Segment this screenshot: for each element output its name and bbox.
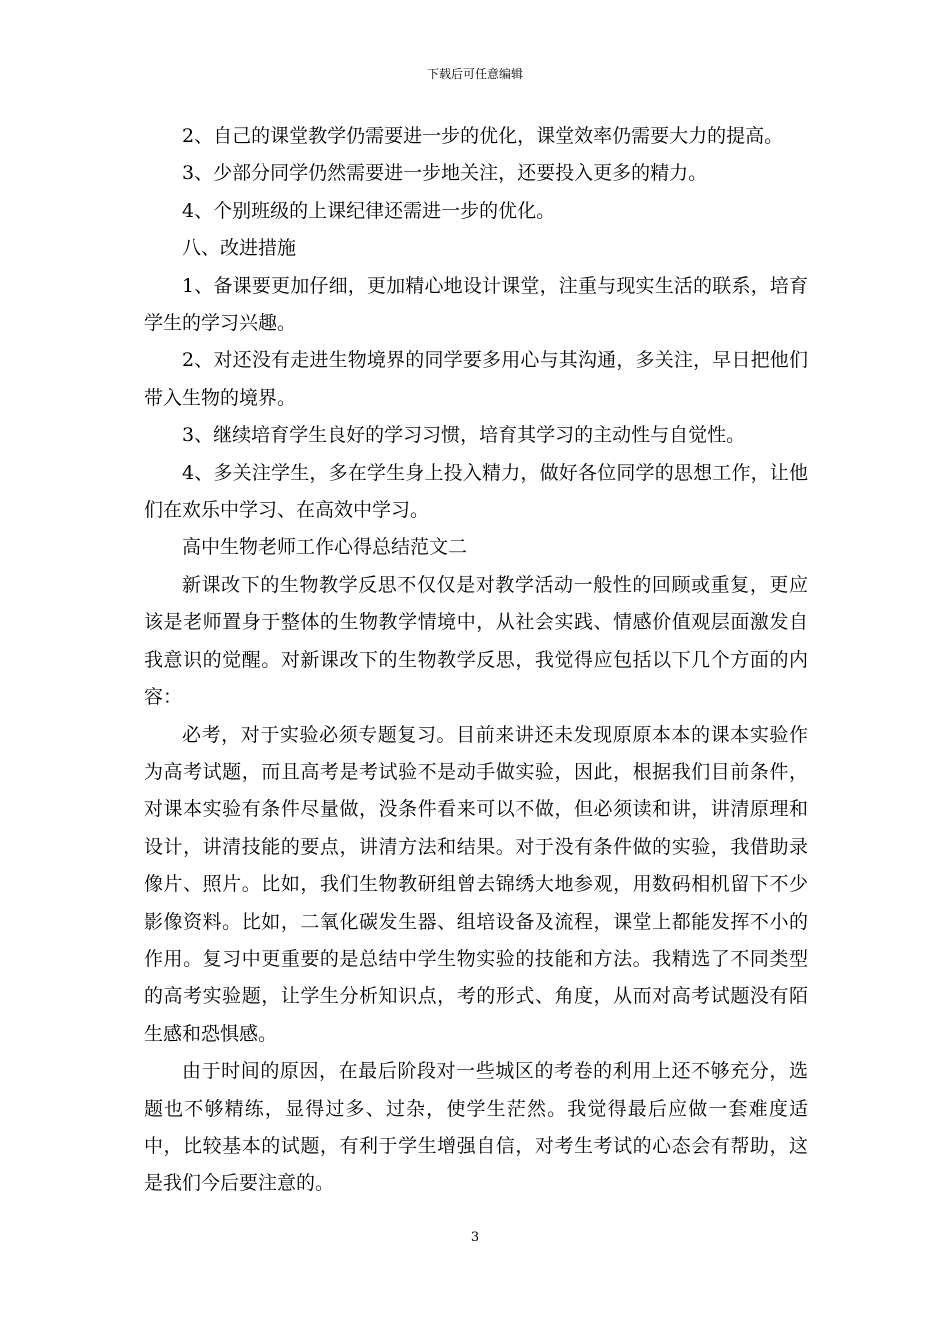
page-number: 3 <box>470 1230 480 1245</box>
body-paragraph: 必考，对于实验必须专题复习。目前来讲还未发现原原本本的课本实验作为高考试题，而且高考是考试验不是动手做实验，因此，根据我们目前条件，对课本实验有条件尽量做，没条件看来可以不做，但必须读和讲，讲清原理和设计，讲清技能的要点，讲清方法和结果。对于没有条件做的实验，我借助录像片、照片。比如，我们生物教研组曾去锦绣大地参观，用数码相机留下不少影像资料。比如，二氧化碳发生器、组培设备及流程，课堂上都能发挥不小的作用。复习中更重要的是总结中学生物实验的技能和方法。我精选了不同类型的高考实验题，让学生分析知识点，考的形式、角度，从而对高考试题没有陌生感和恐惧感。 <box>144 723 808 1045</box>
measure-item-1: 1、备课要更加仔细，更加精心地设计课堂，注重与现实生活的联系，培育学生的学习兴趣。 <box>144 274 808 335</box>
measure-item-3: 3、继续培育学生良好的学习习惯，培育其学习的主动性与自觉性。 <box>182 424 746 447</box>
measure-item-4: 4、多关注学生，多在学生身上投入精力，做好各位同学的思想工作，让他们在欢乐中学习、在高效中学习。 <box>144 461 808 522</box>
list-item-4: 4、个别班级的上课纪律还需进一步的优化。 <box>182 199 556 222</box>
page-header: 下载后可任意编辑 <box>426 67 523 81</box>
list-item-2: 2、自己的课堂教学仍需要进一步的优化，课堂效率仍需要大力的提高。 <box>182 125 784 147</box>
document-body <box>144 118 808 1203</box>
measure-item-2: 2、对还没有走进生物境界的同学要多用心与其沟通，多关注，早日把他们带入生物的境界。 <box>144 349 808 409</box>
list-item-3: 3、少部分同学仍然需要进一步地关注，还要投入更多的精力。 <box>182 162 708 185</box>
body-paragraph: 新课改下的生物教学反思不仅仅是对教学活动一般性的回顾或重复，更应该是老师置身于整体的生物教学情境中，从社会实践、情感价值观层面激发自我意识的觉醒。对新课改下的生物教学反思，我觉得应包括以下几个方面的内容： <box>144 573 808 709</box>
section-heading-improvement: 八、改进措施 <box>182 237 297 260</box>
body-paragraph: 由于时间的原因，在最后阶段对一些城区的考卷的利用上还不够充分，选题也不够精练，显得过多、过杂，使学生茫然。我觉得最后应做一套难度适中，比较基本的试题，有利于学生增强自信，对考生考试的心态会有帮助，这是我们今后要注意的。 <box>144 1060 808 1195</box>
section-title-sample-two: 高中生物老师工作心得总结范文二 <box>182 536 468 559</box>
